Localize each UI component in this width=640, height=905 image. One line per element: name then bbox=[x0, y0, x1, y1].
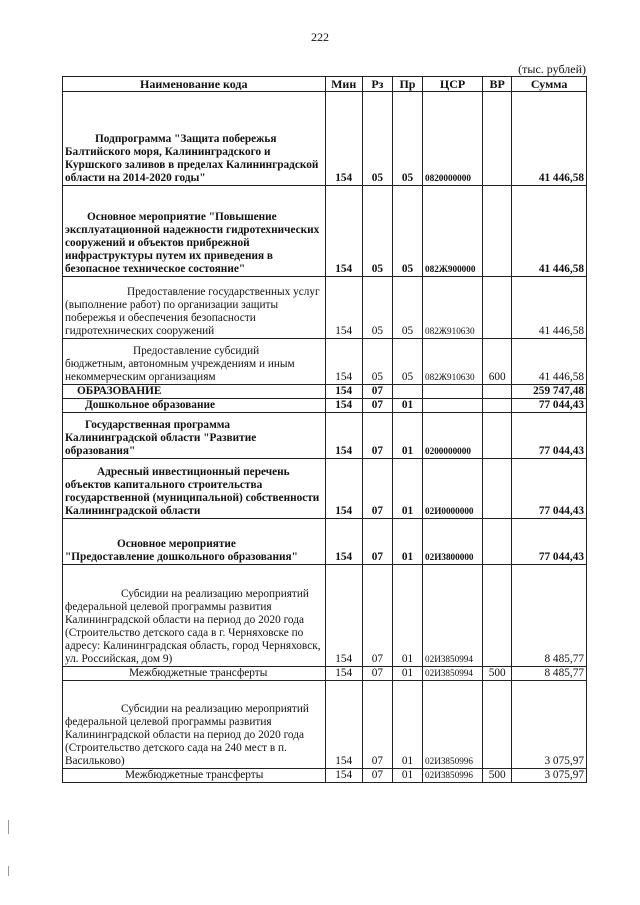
row-csr bbox=[423, 385, 483, 399]
row-csr: 082Ж910630 bbox=[423, 277, 483, 339]
row-pr: 05 bbox=[392, 339, 422, 385]
row-vr bbox=[483, 277, 512, 339]
row-name: Предоставление государственных услуг (выполнение работ) по организации защиты побережья и обеспечения безопасности гидротехнических сооружений bbox=[63, 277, 326, 339]
budget-table bbox=[62, 76, 587, 783]
row-pr: 01 bbox=[392, 519, 422, 565]
header-rz: Рз bbox=[362, 77, 392, 92]
row-pr: 05 bbox=[392, 186, 422, 277]
row-min: 154 bbox=[325, 681, 362, 769]
row-rz: 07 bbox=[362, 413, 392, 459]
row-min: 154 bbox=[325, 565, 362, 667]
row-sum: 77 044,43 bbox=[512, 399, 587, 413]
row-sum: 8 485,77 bbox=[512, 667, 587, 681]
row-vr: 500 bbox=[483, 667, 512, 681]
row-csr: 082Ж910630 bbox=[423, 339, 483, 385]
row-csr: 0820000000 bbox=[423, 92, 483, 186]
row-sum: 77 044,43 bbox=[512, 413, 587, 459]
row-csr: 082Ж900000 bbox=[423, 186, 483, 277]
row-sum: 77 044,43 bbox=[512, 519, 587, 565]
table-row bbox=[63, 186, 587, 277]
row-name: Основное мероприятие "Предоставление дошкольного образования" bbox=[63, 519, 326, 565]
row-pr bbox=[392, 385, 422, 399]
row-csr: 02И3850994 bbox=[423, 667, 483, 681]
row-rz: 07 bbox=[362, 519, 392, 565]
table-header-row bbox=[63, 77, 587, 92]
table-row bbox=[63, 385, 587, 399]
row-name: Предоставление субсидий бюджетным, автономным учреждениям и иным некоммерческим организациям bbox=[63, 339, 326, 385]
row-sum: 77 044,43 bbox=[512, 459, 587, 519]
row-vr: 600 bbox=[483, 339, 512, 385]
row-vr bbox=[483, 186, 512, 277]
row-vr bbox=[483, 385, 512, 399]
header-csr: ЦСР bbox=[423, 77, 483, 92]
row-name: Субсидии на реализацию мероприятий федеральной целевой программы развития Калининградской области на период до 2020 года (Строительство детского сада в г. Черняховске по адресу: Калининградская область, город Черняховск, ул. Российская, дом 9) bbox=[63, 565, 326, 667]
table-row bbox=[63, 92, 587, 186]
row-rz: 07 bbox=[362, 681, 392, 769]
row-min: 154 bbox=[325, 339, 362, 385]
table-row bbox=[63, 459, 587, 519]
row-vr bbox=[483, 413, 512, 459]
row-min: 154 bbox=[325, 667, 362, 681]
row-rz: 05 bbox=[362, 186, 392, 277]
row-pr: 01 bbox=[392, 399, 422, 413]
row-rz: 05 bbox=[362, 92, 392, 186]
row-csr bbox=[423, 399, 483, 413]
row-min: 154 bbox=[325, 399, 362, 413]
row-csr: 02И0000000 bbox=[423, 459, 483, 519]
row-sum: 259 747,48 bbox=[512, 385, 587, 399]
row-name: ОБРАЗОВАНИЕ bbox=[63, 385, 326, 399]
row-min: 154 bbox=[325, 769, 362, 783]
row-csr: 02И3800000 bbox=[423, 519, 483, 565]
row-min: 154 bbox=[325, 413, 362, 459]
row-sum: 41 446,58 bbox=[512, 277, 587, 339]
row-vr bbox=[483, 519, 512, 565]
table-row bbox=[63, 339, 587, 385]
row-name: Межбюджетные трансферты bbox=[63, 769, 326, 783]
header-name: Наименование кода bbox=[63, 77, 326, 92]
row-pr: 05 bbox=[392, 277, 422, 339]
row-pr: 01 bbox=[392, 413, 422, 459]
row-sum: 41 446,58 bbox=[512, 339, 587, 385]
header-sum: Сумма bbox=[512, 77, 587, 92]
table-row bbox=[63, 565, 587, 667]
row-rz: 07 bbox=[362, 385, 392, 399]
page-number: 222 bbox=[311, 30, 329, 44]
table-row bbox=[63, 399, 587, 413]
row-name: Адресный инвестиционный перечень объектов капитального строительства государственной (муниципальной) собственности Калининградской области bbox=[63, 459, 326, 519]
table-row bbox=[63, 413, 587, 459]
row-rz: 07 bbox=[362, 769, 392, 783]
row-name: Основное мероприятие "Повышение эксплуатационной надежности гидротехнических сооружений и объектов прибрежной инфраструктуры путем их приведения в безопасное техническое состояние" bbox=[63, 186, 326, 277]
row-sum: 41 446,58 bbox=[512, 186, 587, 277]
row-min: 154 bbox=[325, 92, 362, 186]
row-rz: 05 bbox=[362, 277, 392, 339]
row-vr bbox=[483, 459, 512, 519]
row-name: Подпрограмма "Защита побережья Балтийского моря, Калининградского и Куршского заливов в пределах Калининградской области на 2014-2020 годы" bbox=[63, 92, 326, 186]
row-name: Государственная программа Калининградской области "Развитие образования" bbox=[63, 413, 326, 459]
row-min: 154 bbox=[325, 519, 362, 565]
row-min: 154 bbox=[325, 186, 362, 277]
row-sum: 41 446,58 bbox=[512, 92, 587, 186]
header-vr: ВР bbox=[483, 77, 512, 92]
table-row bbox=[63, 519, 587, 565]
scan-mark bbox=[8, 820, 9, 834]
row-vr bbox=[483, 565, 512, 667]
header-pr: Пр bbox=[392, 77, 422, 92]
row-csr: 02И3850994 bbox=[423, 565, 483, 667]
row-csr: 02И3850996 bbox=[423, 681, 483, 769]
row-pr: 01 bbox=[392, 565, 422, 667]
table-row bbox=[63, 681, 587, 769]
header-min: Мин bbox=[325, 77, 362, 92]
row-pr: 01 bbox=[392, 681, 422, 769]
row-vr bbox=[483, 681, 512, 769]
row-name: Дошкольное образование bbox=[63, 399, 326, 413]
row-rz: 07 bbox=[362, 399, 392, 413]
row-min: 154 bbox=[325, 385, 362, 399]
row-name: Субсидии на реализацию мероприятий федеральной целевой программы развития Калининградской области на период до 2020 года (Строительство детского сада на 240 мест в п. Васильково) bbox=[63, 681, 326, 769]
row-pr: 01 bbox=[392, 667, 422, 681]
row-sum: 8 485,77 bbox=[512, 565, 587, 667]
row-csr: 0200000000 bbox=[423, 413, 483, 459]
table-row bbox=[63, 769, 587, 783]
row-name: Межбюджетные трансферты bbox=[63, 667, 326, 681]
row-sum: 3 075,97 bbox=[512, 681, 587, 769]
row-vr bbox=[483, 399, 512, 413]
row-min: 154 bbox=[325, 277, 362, 339]
units-label: (тыс. рублей) bbox=[518, 62, 586, 76]
row-vr bbox=[483, 92, 512, 186]
row-rz: 07 bbox=[362, 565, 392, 667]
row-pr: 01 bbox=[392, 459, 422, 519]
row-min: 154 bbox=[325, 459, 362, 519]
row-sum: 3 075,97 bbox=[512, 769, 587, 783]
row-pr: 05 bbox=[392, 92, 422, 186]
row-rz: 07 bbox=[362, 459, 392, 519]
row-rz: 07 bbox=[362, 667, 392, 681]
row-pr: 01 bbox=[392, 769, 422, 783]
row-csr: 02И3850996 bbox=[423, 769, 483, 783]
row-rz: 05 bbox=[362, 339, 392, 385]
row-vr: 500 bbox=[483, 769, 512, 783]
scan-mark bbox=[8, 866, 9, 876]
table-row bbox=[63, 277, 587, 339]
table-row bbox=[63, 667, 587, 681]
